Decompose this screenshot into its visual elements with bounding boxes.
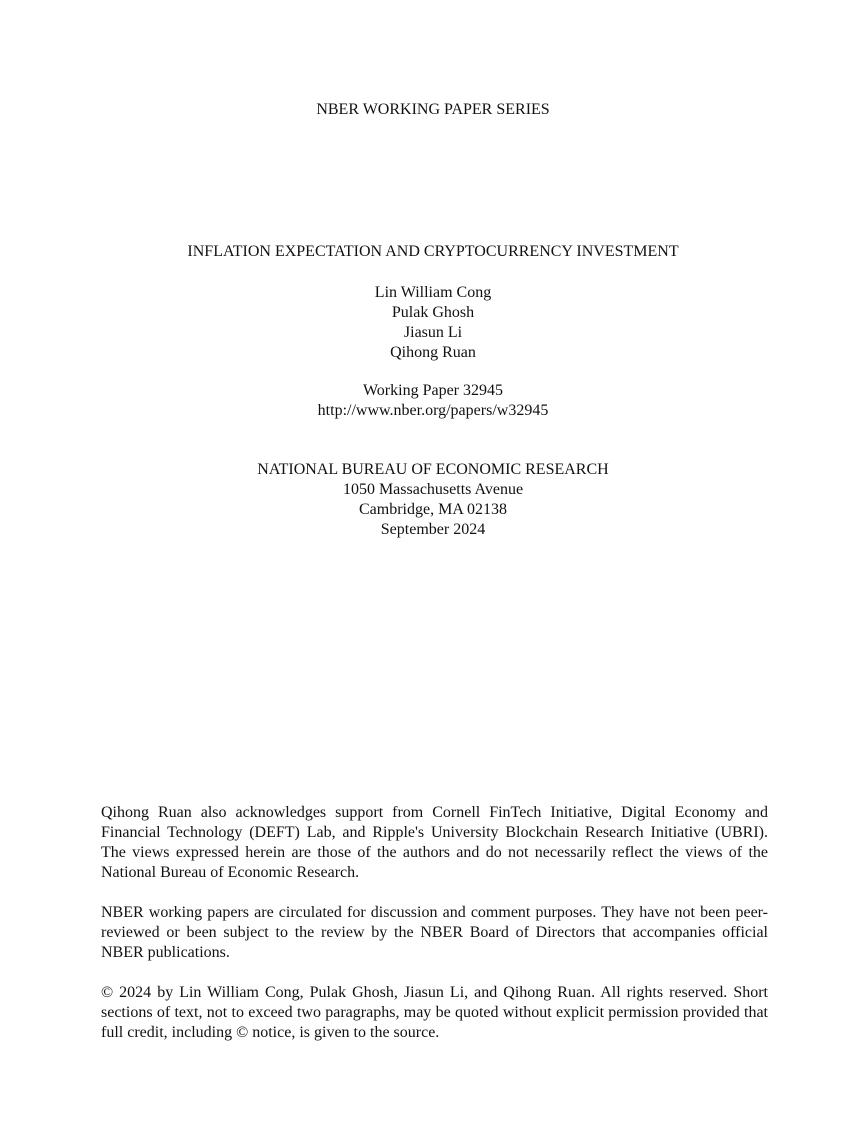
working-paper-url[interactable]: http://www.nber.org/papers/w32945 (317, 402, 549, 419)
publication-date: September 2024 (380, 521, 486, 538)
copyright-paragraph: © 2024 by Lin William Cong, Pulak Ghosh, Jiasun Li, and Qihong Ruan. All rights reserved. Short sections of text, not to exceed two paragraphs, may be quoted without explicit permission provided that full credit, including © notice, is given to the source. (101, 984, 768, 1041)
author-name: Lin William Cong (374, 284, 492, 301)
institution-city: Cambridge, MA 02138 (359, 501, 507, 518)
author-list (0, 283, 866, 363)
institution-name: NATIONAL BUREAU OF ECONOMIC RESEARCH (257, 461, 609, 478)
disclaimer-paragraph: NBER working papers are circulated for discussion and comment purposes. They have not been peer-reviewed or been subject to the review by the NBER Board of Directors that accompanies official NBER publications. (101, 904, 768, 961)
author-name: Qihong Ruan (390, 344, 476, 361)
notes-section (101, 803, 768, 1063)
working-paper-info (0, 381, 866, 421)
author-name: Jiasun Li (403, 324, 463, 341)
institution-street: 1050 Massachusetts Avenue (342, 481, 524, 498)
acknowledgment-paragraph: Qihong Ruan also acknowledges support from Cornell FinTech Initiative, Digital Economy and Financial Technology (DEFT) Lab, and Ripple's University Blockchain Research Initiative (UBRI). The views expressed herein are those of the authors and do not necessarily reflect the views of the National Bureau of Economic Research. (101, 804, 768, 881)
series-heading: NBER WORKING PAPER SERIES (316, 101, 550, 118)
working-paper-number: Working Paper 32945 (362, 382, 504, 399)
institution-block (0, 460, 866, 540)
author-name: Pulak Ghosh (391, 304, 475, 321)
paper-title: INFLATION EXPECTATION AND CRYPTOCURRENCY INVESTMENT (187, 243, 679, 260)
